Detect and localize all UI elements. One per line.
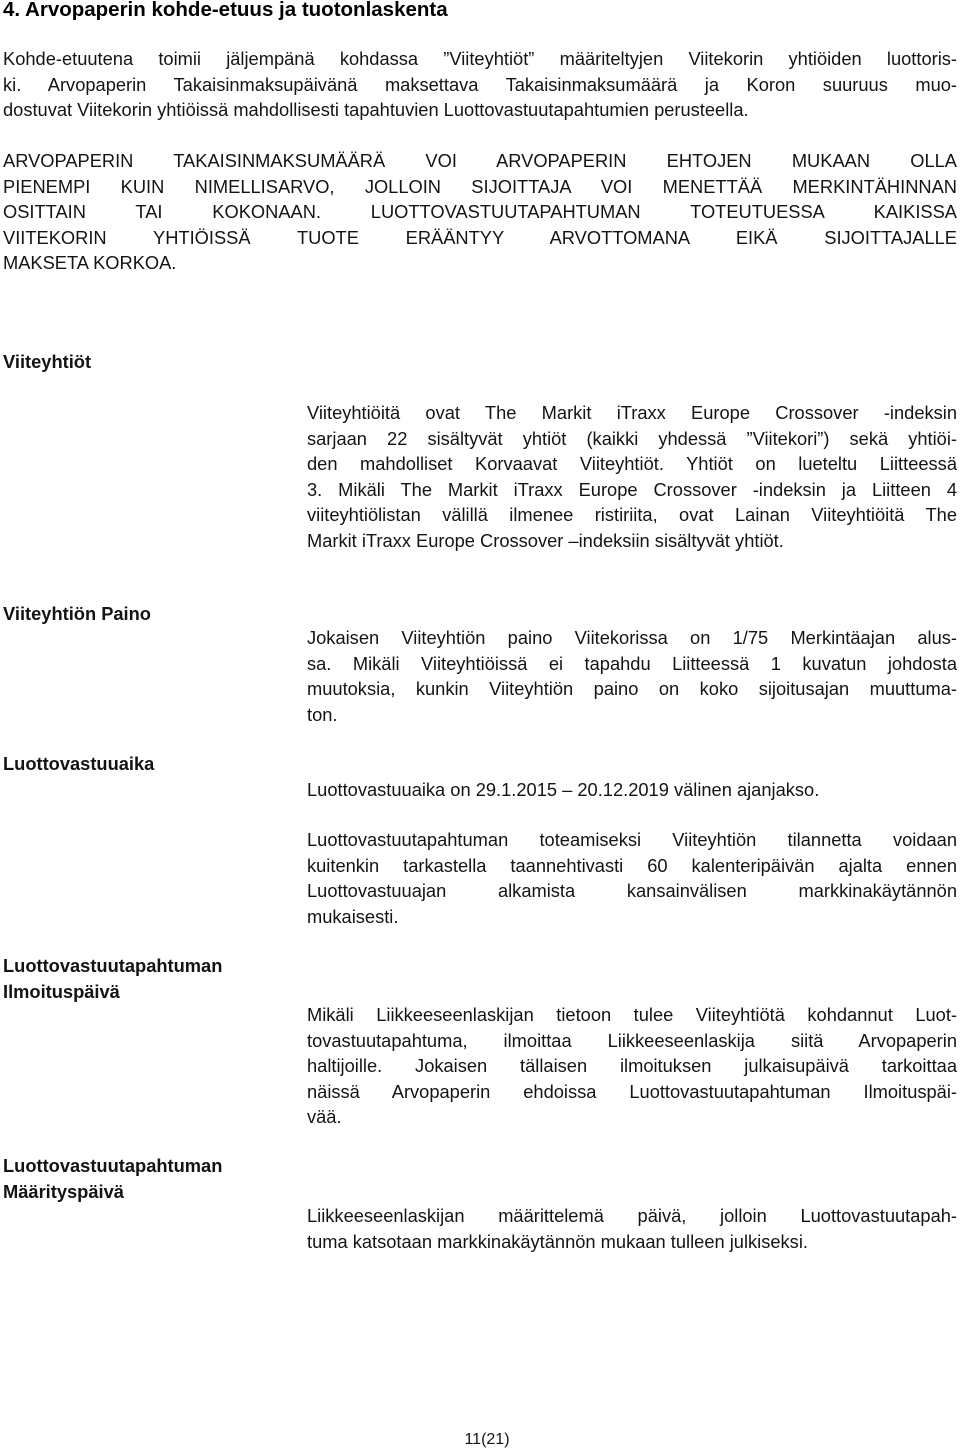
definition-line: näissä Arvopaperin ehdoissa Luottovastuutapahtuman Ilmoituspäi- — [307, 1080, 957, 1102]
definition-line: vää. — [307, 1106, 342, 1127]
term-definition-ilmoituspaiva — [307, 1002, 957, 1130]
definition-line: tuma katsotaan markkinakäytännön mukaan tulleen julkiseksi. — [307, 1230, 808, 1252]
definition-line: tovastuutapahtuma, ilmoittaa Liikkeeseenlaskija siitä Arvopaperin — [307, 1029, 957, 1051]
term-definition-luottovastuuaika-extra — [307, 827, 957, 929]
term-definition-viiteyhtiot — [307, 400, 957, 553]
definition-line: sa. Mikäli Viiteyhtiöissä ei tapahdu Liitteessä 1 kuvatun johdosta — [307, 652, 957, 674]
term-label-text: Viiteyhtiöt — [3, 351, 92, 372]
definition-line: ton. — [307, 703, 338, 725]
definition-line: sarjaan 22 sisältyvät yhtiöt (kaikki yhdessä ”Viitekori”) sekä yhtiöi- — [307, 427, 957, 449]
definition-line: Luottovastuuajan alkamista kansainvälisen markkinakäytännön — [307, 880, 957, 901]
warning-line: MAKSETA KORKOA. — [3, 252, 177, 273]
definition-line: Liikkeeseenlaskijan määrittelemä päivä, jolloin Luottovastuutapah- — [307, 1205, 957, 1226]
term-definition-luottovastuuaika — [307, 777, 957, 803]
definition-line: Markit iTraxx Europe Crossover –indeksiin sisältyvät yhtiöt. — [307, 529, 784, 551]
term-label-text: Viiteyhtiön Paino — [3, 603, 151, 624]
term-label-luottovastuuaika — [3, 751, 154, 777]
term-label-text: Määrityspäivä — [3, 1180, 124, 1202]
definition-line: kuitenkin tarkastella taannehtivasti 60 kalenteripäivän ajalta ennen — [307, 854, 957, 876]
term-label-text: Ilmoituspäivä — [3, 980, 120, 1002]
definition-line: Viiteyhtiöitä ovat The Markit iTraxx Europe Crossover -indeksin — [307, 402, 957, 423]
term-label-viiteyhtiot — [3, 349, 91, 375]
term-label-maarityspaiva — [3, 1153, 222, 1204]
definition-line: haltijoille. Jokaisen tällaisen ilmoituksen julkaisupäivä tarkoittaa — [307, 1055, 957, 1076]
intro-line: Kohde-etuutena toimii jäljempänä kohdassa ”Viiteyhtiöt” määriteltyjen Viitekorin yhtiöiden luottoris- — [3, 48, 957, 69]
definition-line: Jokaisen Viiteyhtiön paino Viitekorissa on 1/75 Merkintäajan alus- — [307, 627, 957, 648]
definition-line: Mikäli Liikkeeseenlaskijan tietoon tulee Viiteyhtiötä kohdannut Luot- — [307, 1004, 957, 1025]
risk-warning-paragraph — [3, 148, 957, 276]
definition-line: den mahdolliset Korvaavat Viiteyhtiöt. Yhtiöt on lueteltu Liitteessä — [307, 453, 957, 474]
page-footer — [0, 1430, 960, 1450]
definition-line: muutoksia, kunkin Viiteyhtiön paino on koko sijoitusajan muuttuma- — [307, 678, 957, 699]
warning-line: OSITTAIN TAI KOKONAAN. LUOTTOVASTUUTAPAHTUMAN TOTEUTUESSA KAIKISSA — [3, 201, 957, 222]
term-label-text: Luottovastuutapahtuman — [3, 955, 223, 976]
intro-line: ki. Arvopaperin Takaisinmaksupäivänä maksettava Takaisinmaksumäärä ja Koron suuruus muo- — [3, 73, 957, 95]
term-label-text: Luottovastuuaika — [3, 753, 155, 774]
section-heading: 4. Arvopaperin kohde-etuus ja tuotonlaskenta — [3, 0, 448, 21]
intro-paragraph — [3, 46, 957, 123]
intro-line: dostuvat Viitekorin yhtiöissä mahdollisesti tapahtuvien Luottovastuutapahtumien perusteella. — [3, 99, 749, 120]
definition-line: Luottovastuuaika on 29.1.2015 – 20.12.2019 välinen ajanjakso. — [307, 779, 820, 800]
term-label-text: Luottovastuutapahtuman — [3, 1155, 223, 1176]
definition-line: 3. Mikäli The Markit iTraxx Europe Crossover -indeksin ja Liitteen 4 — [307, 478, 957, 500]
term-label-paino — [3, 601, 151, 627]
warning-line: VIITEKORIN YHTIÖISSÄ TUOTE ERÄÄNTYY ARVOTTOMANA EIKÄ SIJOITTAJALLE — [3, 226, 957, 248]
page-number: 11(21) — [464, 1431, 510, 1448]
term-definition-paino — [307, 625, 957, 727]
term-label-ilmoituspaiva — [3, 953, 222, 1004]
warning-line: ARVOPAPERIN TAKAISINMAKSUMÄÄRÄ VOI ARVOPAPERIN EHTOJEN MUKAAN OLLA — [3, 150, 957, 171]
term-definition-maarityspaiva — [307, 1203, 957, 1254]
definition-line: Luottovastuutapahtuman toteamiseksi Viiteyhtiön tilannetta voidaan — [307, 829, 957, 850]
warning-line: PIENEMPI KUIN NIMELLISARVO, JOLLOIN SIJOITTAJA VOI MENETTÄÄ MERKINTÄHINNAN — [3, 175, 957, 197]
definition-line: viiteyhtiölistan välillä ilmenee ristiriita, ovat Lainan Viiteyhtiöitä The — [307, 504, 957, 525]
definition-line: mukaisesti. — [307, 905, 399, 927]
